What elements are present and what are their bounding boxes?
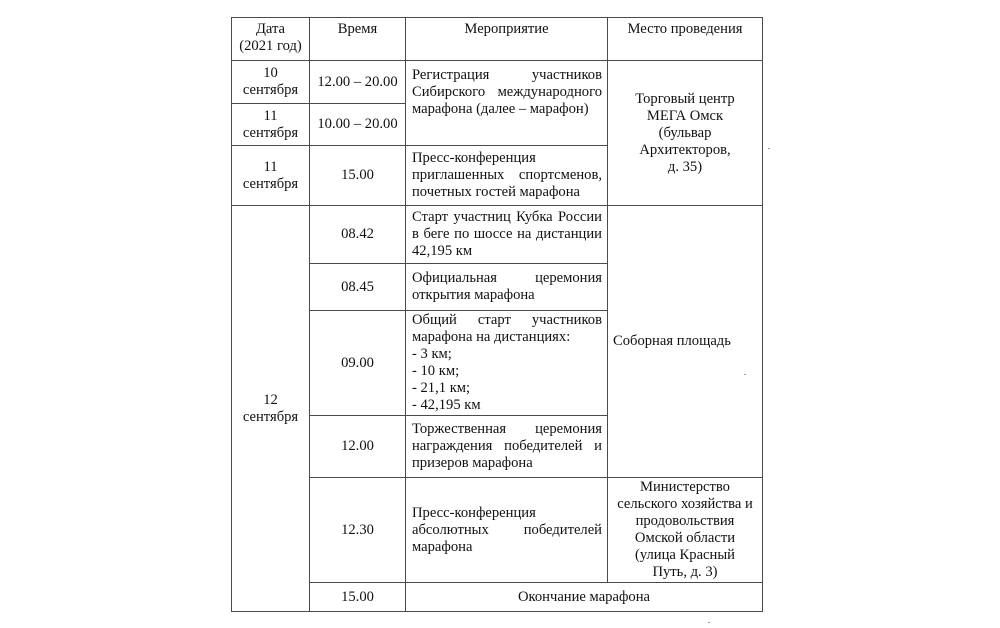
row-time-cell — [309, 477, 406, 583]
row-date-cell — [231, 103, 310, 146]
place-ministry — [607, 477, 763, 583]
header-place — [607, 17, 763, 61]
row-time-cell — [309, 145, 406, 206]
header-time-text: Время — [337, 21, 378, 37]
time-text: 12.00 — [341, 438, 374, 454]
event-text: Общий старт участников марафона на дистанциях: - 3 км; - 10 км; - 21,1 км; - 42,195 км — [412, 312, 602, 413]
time-text: 12.30 — [341, 521, 374, 538]
event-opening-ceremony — [405, 263, 608, 311]
event-registration — [405, 60, 608, 146]
event-press-conference-guests — [405, 145, 608, 206]
event-start-cup — [405, 205, 608, 264]
scan-speck — [708, 622, 710, 623]
header-event-text: Мероприятие — [464, 21, 549, 37]
date-text: 12 сентября — [242, 391, 299, 425]
place-text: Соборная площадь — [613, 333, 731, 349]
event-general-start — [405, 310, 608, 416]
header-event — [405, 17, 608, 61]
place-text: Торговый центр МЕГА Омск (бульвар Архитекторов, д. 35) — [635, 90, 735, 175]
event-press-conference-winners — [405, 477, 608, 583]
row-time-cell — [309, 310, 406, 416]
header-time — [309, 17, 406, 61]
event-end — [405, 582, 763, 612]
time-text: 15.00 — [341, 167, 374, 183]
event-text: Пресс-конференция абсолютных победителей марафона — [412, 504, 602, 555]
row-time-cell — [309, 103, 406, 146]
date-text: 10 сентября — [242, 65, 299, 98]
row-time-cell — [309, 582, 406, 612]
time-text: 10.00 – 20.00 — [317, 116, 398, 132]
event-text: Официальная церемония открытия марафона — [412, 270, 602, 303]
row-time-cell — [309, 415, 406, 478]
header-date-text: Дата (2021 год) — [239, 21, 302, 54]
time-text: 09.00 — [341, 354, 374, 371]
time-text: 12.00 – 20.00 — [317, 73, 398, 90]
header-place-text: Место проведения — [627, 21, 743, 37]
row-time-cell — [309, 205, 406, 264]
row-date-cell — [231, 205, 310, 612]
event-text: Регистрация участников Сибирского международного марафона (далее – марафон) — [412, 67, 602, 117]
row-time-cell — [309, 60, 406, 104]
event-text: Окончание марафона — [518, 588, 650, 605]
event-text: Пресс-конференция приглашенных спортсменов, почетных гостей марафона — [412, 150, 602, 200]
date-text: 11 сентября — [242, 107, 299, 141]
time-text: 08.42 — [341, 226, 374, 242]
row-date-cell — [231, 145, 310, 206]
scan-speck — [768, 148, 770, 149]
event-text: Старт участниц Кубка России в беге по шоссе на дистанции 42,195 км — [412, 209, 602, 259]
place-mega — [607, 60, 763, 206]
row-time-cell — [309, 263, 406, 311]
row-date-cell — [231, 60, 310, 104]
time-text: 15.00 — [341, 588, 374, 605]
event-awards-ceremony — [405, 415, 608, 478]
date-text: 11 сентября — [242, 158, 299, 192]
scan-speck — [744, 374, 746, 375]
event-text: Торжественная церемония награждения победителей и призеров марафона — [412, 421, 602, 471]
header-date — [231, 17, 310, 61]
place-text: Министерство сельского хозяйства и продовольствия Омской области (улица Красный Путь, д. 3) — [617, 479, 753, 580]
place-square — [607, 205, 763, 478]
time-text: 08.45 — [341, 278, 374, 295]
